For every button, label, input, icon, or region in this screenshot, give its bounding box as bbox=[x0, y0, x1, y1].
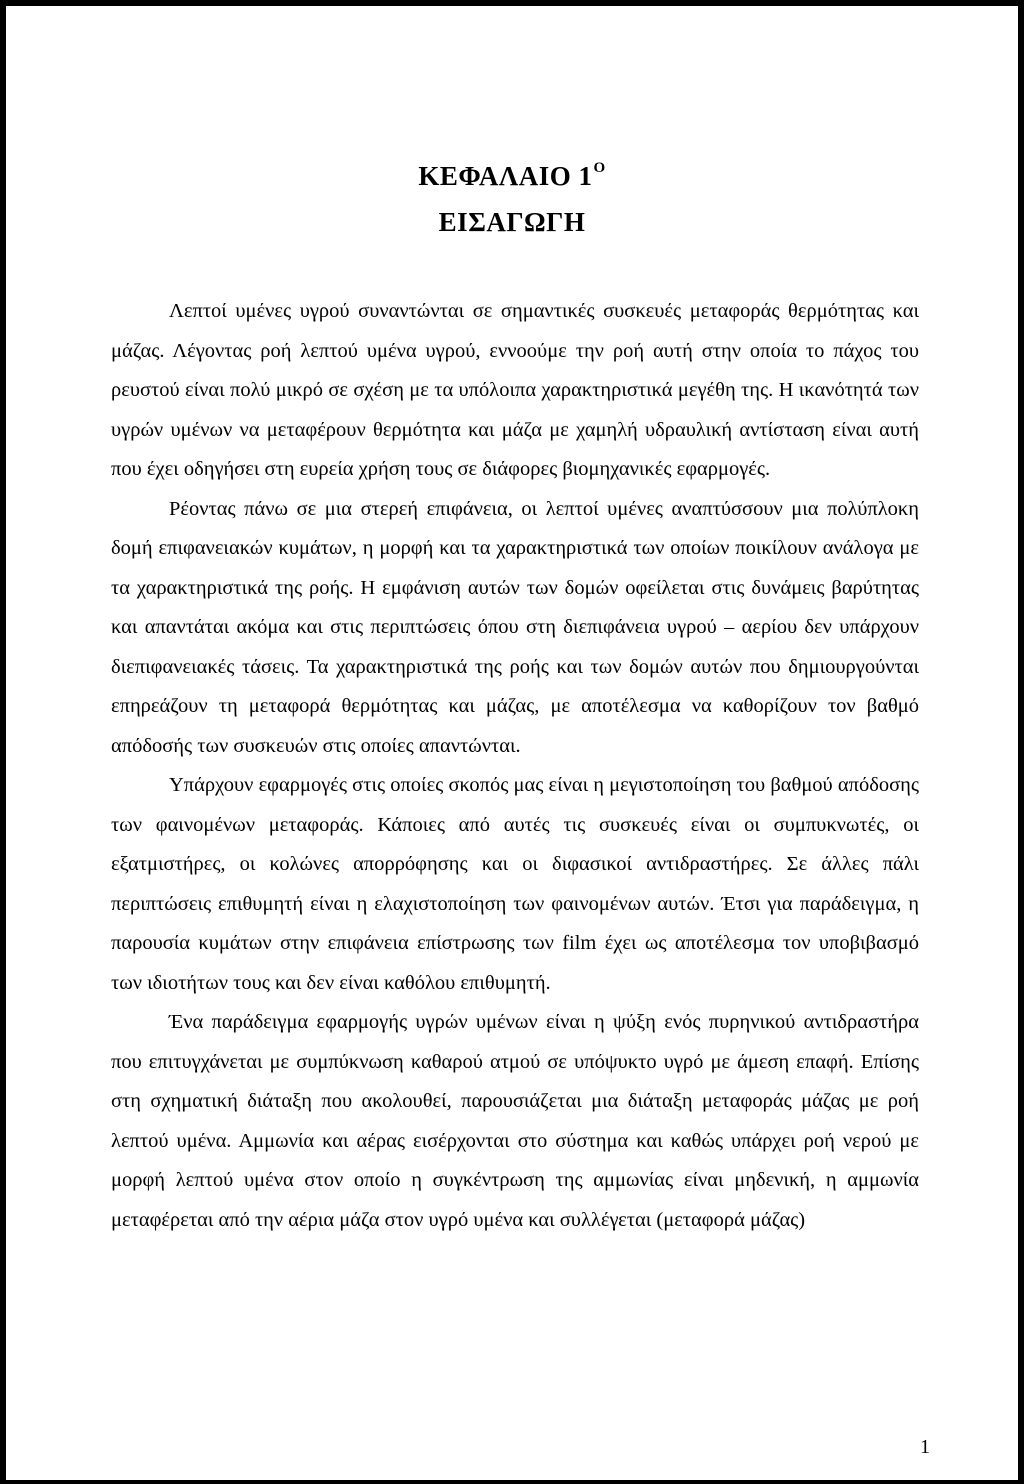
chapter-label: ΚΕΦΑΛΑΙΟ 1 bbox=[418, 161, 593, 191]
scan-border-top bbox=[0, 0, 1024, 6]
paragraph: Ρέοντας πάνω σε μια στερεή επιφάνεια, οι λεπτοί υμένες αναπτύσσουν μια πολύπλοκη δομή επιφανειακών κυμάτων, η μορφή και τα χαρακτηριστικά των οποίων ποικίλουν ανάλογα με τα χαρακτηριστικά της ροής. Η εμφάνιση αυτών των δομών οφείλεται στις δυνάμεις βαρύτητας και απαντάται ακόμα και στις περιπτώσεις όπου στη διεπιφάνεια υγρού – αερίου δεν υπάρχουν διεπιφανειακές τάσεις. Τα χαρακτηριστικά της ροής και των δομών αυτών που δημιουργούνται επηρεάζουν τη μεταφορά θερμότητας και μάζας, με αποτέλεσμα να καθορίζουν τον βαθμό απόδοσής των συσκευών στις οποίες απαντώνται. bbox=[111, 497, 919, 757]
section-title: ΕΙΣΑΓΩΓΗ bbox=[438, 207, 586, 237]
chapter-heading bbox=[0, 160, 1024, 192]
paragraph: Ένα παράδειγμα εφαρμογής υγρών υμένων είναι η ψύξη ενός πυρηνικού αντιδραστήρα που επιτυγχάνεται με συμπύκνωση καθαρού ατμού σε υπόψυκτο υγρό με άμεση επαφή. Επίσης στη σχηματική διάταξη που ακολουθεί, παρουσιάζεται μια διάταξη μεταφοράς μάζας με ροή λεπτού υμένα. Αμμωνία και αέρας εισέρχονται στο σύστημα και καθώς υπάρχει ροή νερού με μορφή λεπτού υμένα στον οποίο η συγκέντρωση της αμμωνίας είναι μηδενική, η αμμωνία μεταφέρεται από την αέρια μάζα στον υγρό υμένα και συλλέγεται (μεταφορά μάζας) bbox=[111, 1011, 919, 1231]
body-text bbox=[111, 292, 919, 1240]
scan-border-bottom bbox=[0, 1480, 1024, 1484]
paragraph: Λεπτοί υμένες υγρού συναντώνται σε σημαντικές συσκευές μεταφοράς θερμότητας και μάζας. Λέγοντας ροή λεπτού υμένα υγρού, εννοούμε την ροή αυτή στην οποία το πάχος του ρευστού είναι πολύ μικρό σε σχέση με τα υπόλοιπα χαρακτηριστικά μεγέθη της. Η ικανότητά των υγρών υμένων να μεταφέρουν θερμότητα και μάζα με χαμηλή υδραυλική αντίσταση είναι αυτή που έχει οδηγήσει στη ευρεία χρήση τους σε διάφορες βιομηχανικές εφαρμογές. bbox=[111, 300, 919, 480]
page-number: 1 bbox=[920, 1436, 930, 1458]
paragraph: Υπάρχουν εφαρμογές στις οποίες σκοπός μας είναι η μεγιστοποίηση του βαθμού απόδοσης των φαινομένων μεταφοράς. Κάποιες από αυτές τις συσκευές είναι οι συμπυκνωτές, οι εξατμιστήρες, οι κολώνες απορρόφησης και οι διφασικοί αντιδραστήρες. Σε άλλες πάλι περιπτώσεις επιθυμητή είναι η ελαχιστοποίηση των φαινομένων αυτών. Έτσι για παράδειγμα, η παρουσία κυμάτων στην επιφάνεια επίστρωσης των film έχει ως αποτέλεσμα τον υποβιβασμό των ιδιοτήτων τους και δεν είναι καθόλου επιθυμητή. bbox=[111, 774, 919, 994]
chapter-superscript: Ο bbox=[593, 160, 606, 176]
